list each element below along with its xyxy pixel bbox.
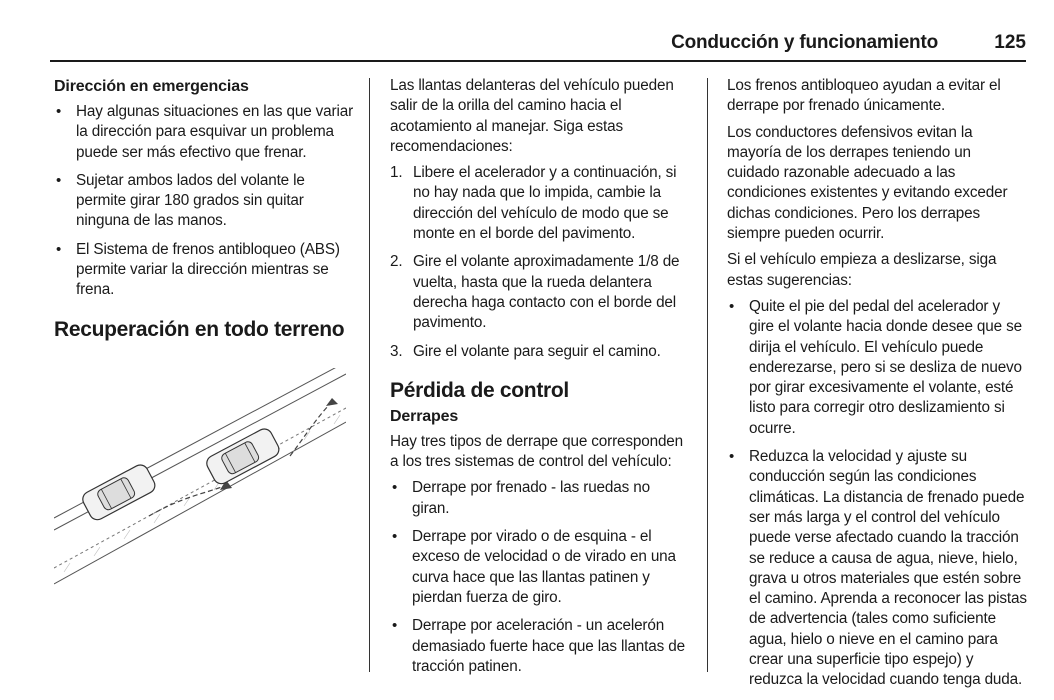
list-item: • Derrape por aceleración - un acelerón demasiado fuerte hace que las llantas de tracción patinen. [390,616,690,677]
paragraph: Los frenos antibloqueo ayudan a evitar el derrape por frenado únicamente. [727,77,1001,115]
heading-loss-of-control: Pérdida de control [390,378,569,402]
step-text: Gire el volante aproximadamente 1/8 de vuelta, hasta que la rueda delantera derecha haga contacto con el borde del pavimento. [413,253,680,332]
step-number: 2. [390,253,403,271]
emergency-bullet-list [54,102,354,301]
heading-emergency-steering: Dirección en emergencias [54,78,249,95]
skid-types-list [390,478,690,677]
step-text: Gire el volante para seguir el camino. [413,342,661,360]
paragraph: Los conductores defensivos evitan la mayoría de los derrapes teniendo un cuidado razonable adecuado a las condiciones existentes y evitando exceder dichas condiciones. Pero los derrapes siempre pueden ocurrir. [727,123,1008,243]
list-item [390,252,690,333]
column-divider [369,78,370,672]
list-item: • El Sistema de frenos antibloqueo (ABS) permite variar la dirección mientras se frena. [54,240,354,301]
list-item: • Derrape por frenado - las ruedas no giran. [390,478,690,519]
paragraph: Si el vehículo empieza a deslizarse, siga estas sugerencias: [727,251,997,289]
column-right [727,76,1027,699]
column-left [54,76,354,351]
list-item [390,163,690,244]
list-item [390,342,690,362]
section-title: Conducción y funcionamiento [671,32,938,53]
step-number: 3. [390,342,403,360]
skid-intro: Hay tres tipos de derrape que corresponden a los tres sistemas de control del vehículo: [390,432,684,471]
heading-off-road-recovery: Recuperación en todo terreno [54,317,345,341]
heading-skids: Derrapes [390,407,459,425]
off-road-recovery-illustration [54,368,346,588]
skid-suggestions-list [727,297,1027,691]
list-item: • Hay algunas situaciones en las que variar la dirección para esquivar un problema puede ser más efectivo que frenar. [54,102,354,163]
recovery-steps [390,163,690,362]
step-text: Libere el acelerador y a continuación, si no hay nada que lo impida, cambie la dirección del vehículo de modo que se monte en el borde del pavimento. [413,164,677,243]
list-item: • Sujetar ambos lados del volante le permite girar 180 grados sin quitar ninguna de las manos. [54,171,354,232]
column-divider [707,78,708,672]
recovery-intro: Las llantas delanteras del vehículo pueden salir de la orilla del camino hacia el acotamiento al manejar. Siga estas recomendaciones: [390,77,674,155]
list-item: • Reduzca la velocidad y ajuste su conducción según las condiciones climáticas. La distancia de frenado puede ser más larga y el control del vehículo puede verse afectado cuando la tracción se reduce a causa de agua, nieve, hielo, grava u otros materiales que estén sobre el camino. Aprenda a reconocer las pistas de advertencia (tales como suficiente agua, hielo o nieve en el camino para crear una superficie tipo espejo) y reduzca la velocidad cuando tenga duda. [727,447,1027,691]
step-number: 1. [390,164,403,182]
list-item: • Derrape por virado o de esquina - el exceso de velocidad o de virado en una curva hace que las llantas patinen y pierdan fuerza de giro. [390,527,690,608]
page-number: 125 [994,32,1026,53]
column-middle [390,76,690,685]
list-item: • Quite el pie del pedal del acelerador y gire el volante hacia donde desee que se dirija el vehículo. El vehículo puede enderezarse, pero si se desliza de nuevo por girar excesivamente el volante, esté listo para corregir otro deslizamiento si ocurre. [727,297,1027,439]
page-header [50,30,1026,62]
